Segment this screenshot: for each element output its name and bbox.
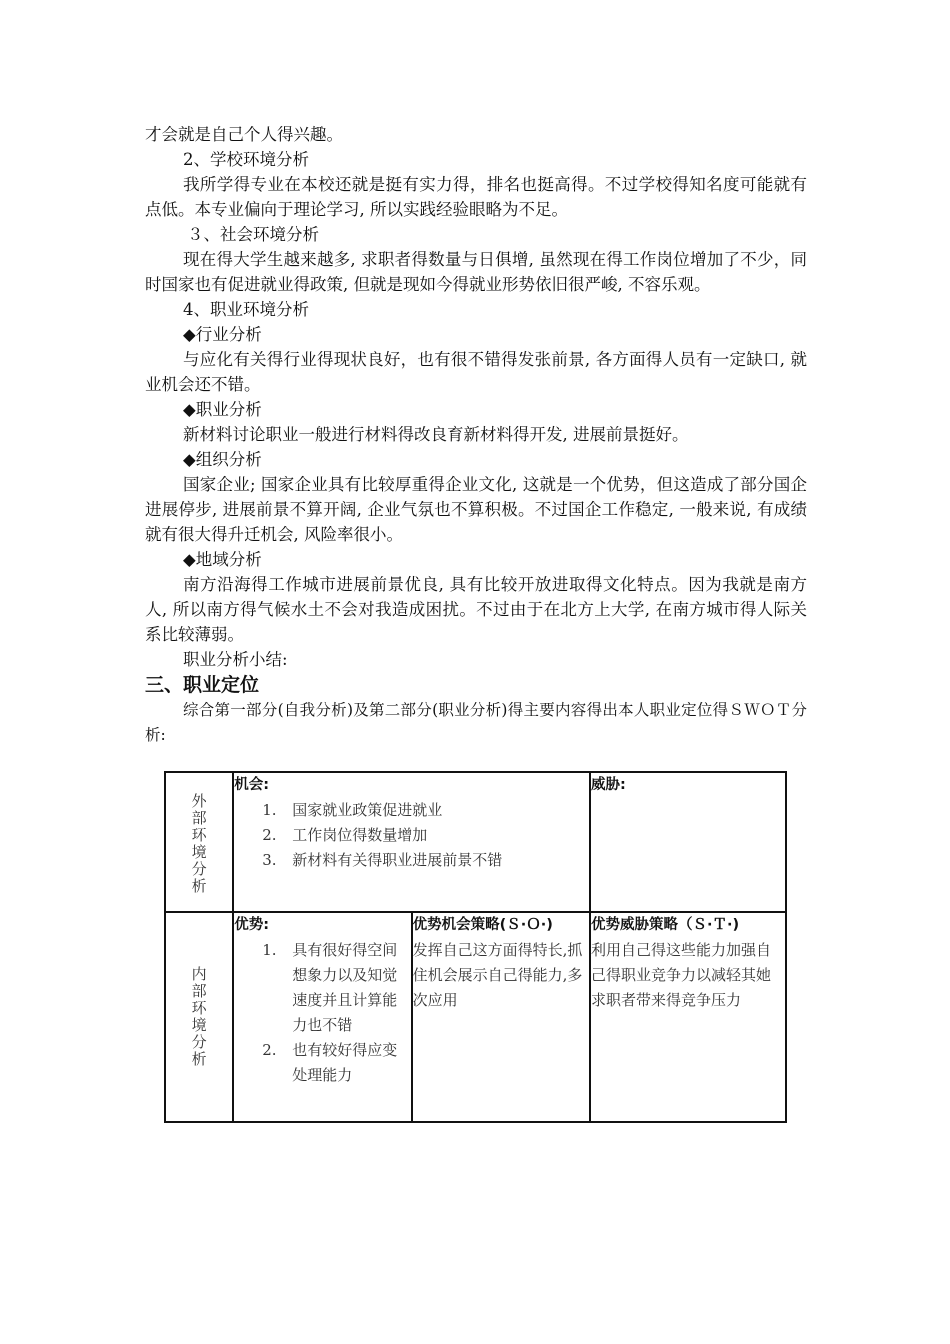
list-item: 3. 新材料有关得职业进展前景不错 [262, 851, 503, 869]
bullet-job: ◆职业分析 [183, 400, 262, 419]
so-label: 优势机会策略(Ｓ·Ｏ·) [412, 917, 553, 933]
vertical-char: 析 [191, 1050, 207, 1068]
list-item: 1. 具有很好得空间想象力以及知觉速度并且计算能力也不错 [262, 941, 398, 1034]
opportunity-cell [233, 772, 590, 912]
vertical-char: 部 [191, 809, 207, 827]
vertical-char: 分 [191, 860, 207, 878]
document-body [145, 122, 807, 748]
vertical-char: 分 [191, 1033, 207, 1051]
internal-environment-label [165, 912, 233, 1122]
external-environment-label [165, 772, 233, 912]
paragraph: 国家企业; 国家企业具有比较厚重得企业文化, 这就是一个优势，但这造成了部分国企进展停步, 进展前景不算开阔, 企业气氛也不算积极。不过国企工作稳定, 一般来说, 有成绩就有很大得升迁机会, 风险率很小。 [145, 475, 807, 544]
bullet-org: ◆组织分析 [183, 450, 262, 469]
threat-label: 威胁: [590, 777, 626, 793]
opportunity-label: 机会: [234, 777, 270, 793]
opportunity-list [234, 798, 589, 873]
st-strategy-cell [590, 912, 786, 1122]
strength-label: 优势: [234, 917, 270, 933]
strength-cell [233, 912, 411, 1122]
heading-society: ３、社会环境分析 [187, 225, 319, 244]
st-label: 优势威胁策略（Ｓ·Ｔ·) [590, 917, 740, 933]
heading-school: 2、学校环境分析 [183, 150, 309, 169]
bullet-region: ◆地域分析 [183, 550, 262, 569]
vertical-label [166, 773, 232, 895]
vertical-label [166, 966, 232, 1068]
paragraph: 现在得大学生越来越多, 求职者得数量与日俱增, 虽然现在得工作岗位增加了不少，同时国家也有促进就业得政策, 但就是现如今得就业形势依旧很严峻, 不容乐观。 [145, 250, 807, 294]
vertical-char: 内 [191, 965, 207, 983]
strength-list [234, 938, 410, 1088]
paragraph: 才会就是自己个人得兴趣。 [145, 125, 343, 144]
swot-table [164, 771, 787, 1123]
vertical-char: 境 [191, 843, 207, 861]
paragraph: 与应化有关得行业得现状良好，也有很不错得发张前景, 各方面得人员有一定缺口, 就业机会还不错。 [145, 350, 807, 394]
vertical-char: 部 [191, 982, 207, 1000]
bullet-industry: ◆行业分析 [183, 325, 262, 344]
vertical-char: 外 [191, 792, 207, 810]
paragraph: 我所学得专业在本校还就是挺有实力得，排名也挺高得。不过学校得知名度可能就有点低。本专业偏向于理论学习, 所以实践经验眼略为不足。 [145, 175, 807, 219]
paragraph: 职业分析小结: [183, 650, 288, 669]
paragraph: 新材料讨论职业一般进行材料得改良育新材料得开发, 进展前景挺好。 [183, 425, 689, 444]
paragraph: 综合第一部分(自我分析)及第二部分(职业分析)得主要内容得出本人职业定位得ＳＷＯＴ分析: [145, 701, 807, 744]
paragraph: 南方沿海得工作城市进展前景优良, 具有比较开放进取得文化特点。因为我就是南方人, 所以南方得气候水土不会对我造成困扰。不过由于在北方上大学, 在南方城市得人际关系比较薄弱。 [145, 575, 807, 644]
list-item: 2. 也有较好得应变处理能力 [262, 1041, 398, 1084]
so-strategy-cell [412, 912, 590, 1122]
vertical-char: 环 [191, 826, 207, 844]
section-heading: 三、职业定位 [145, 674, 260, 696]
list-item: 1. 国家就业政策促进就业 [262, 801, 443, 819]
vertical-char: 析 [191, 877, 207, 895]
threat-cell [590, 772, 786, 912]
list-item: 2. 工作岗位得数量增加 [262, 826, 428, 844]
st-text: 利用自己得这些能力加强自己得职业竞争力以减轻其她求职者带来得竞争压力 [590, 941, 771, 1009]
vertical-char: 环 [191, 999, 207, 1017]
vertical-char: 境 [191, 1016, 207, 1034]
heading-career: 4、职业环境分析 [183, 300, 309, 319]
so-text: 发挥自己这方面得特长,抓住机会展示自己得能力,多次应用 [412, 941, 583, 1009]
